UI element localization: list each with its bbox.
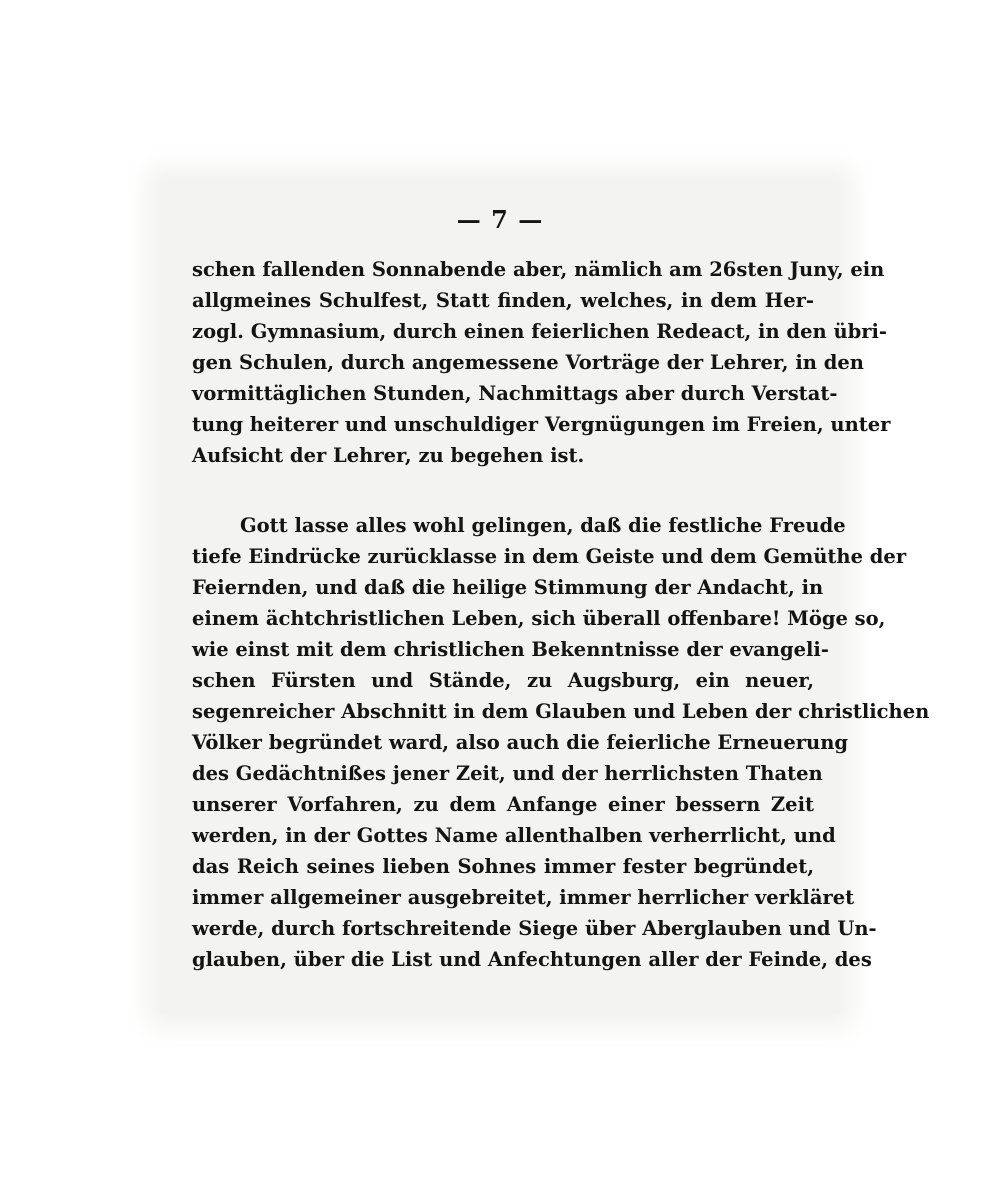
text-line: zogl. Gymnasium, durch einen feierlichen Redeact, in den übri- [192,320,888,343]
text-line: werden, in der Gottes Name allenthalben verherrlicht, und [192,824,836,847]
text-line: schen Fürsten und Stände, zu Augsburg, ein neuer, [192,669,814,692]
text-line: Gott lasse alles wohl gelingen, daß die festliche Freude [240,514,846,537]
text-line: unserer Vorfahren, zu dem Anfange einer bessern Zeit [192,793,814,816]
text-line: schen fallenden Sonnabende aber, nämlich am 26sten Juny, ein [192,258,885,281]
text-line: tiefe Eindrücke zurücklasse in dem Geiste und dem Gemüthe der [192,545,907,568]
text-line: werde, durch fortschreitende Siege über Aberglauben und Un- [192,917,877,940]
text-line: tung heiterer und unschuldiger Vergnügungen im Freien, unter [192,413,891,436]
paragraph-2 [192,510,930,975]
text-line: wie einst mit dem christlichen Bekenntnisse der evangeli- [192,638,829,661]
text-line: glauben, über die List und Anfechtungen aller der Feinde, des [192,948,872,971]
text-line: einem ächtchristlichen Leben, sich überall offenbare! Möge so, [192,607,886,630]
text-line: das Reich seines lieben Sohnes immer fester begründet, [192,855,814,878]
text-line: allgmeines Schulfest, Statt finden, welches, in dem Her- [192,289,814,312]
page-number: — 7 — [456,205,544,234]
text-line: immer allgemeiner ausgebreitet, immer herrlicher verkläret [192,886,855,909]
text-line: Feiernden, und daß die heilige Stimmung der Andacht, in [192,576,824,599]
text-line: gen Schulen, durch angemessene Vorträge der Lehrer, in den [192,351,864,374]
text-line: Völker begründet ward, also auch die feierliche Erneuerung [192,731,849,754]
text-line: segenreicher Abschnitt in dem Glauben und Leben der christlichen [192,700,930,723]
text-line: vormittäglichen Stunden, Nachmittags aber durch Verstat- [192,382,838,405]
text-line: Aufsicht der Lehrer, zu begehen ist. [192,444,585,467]
text-line: des Gedächtnißes jener Zeit, und der herrlichsten Thaten [192,762,823,785]
paragraph-1 [192,254,891,471]
